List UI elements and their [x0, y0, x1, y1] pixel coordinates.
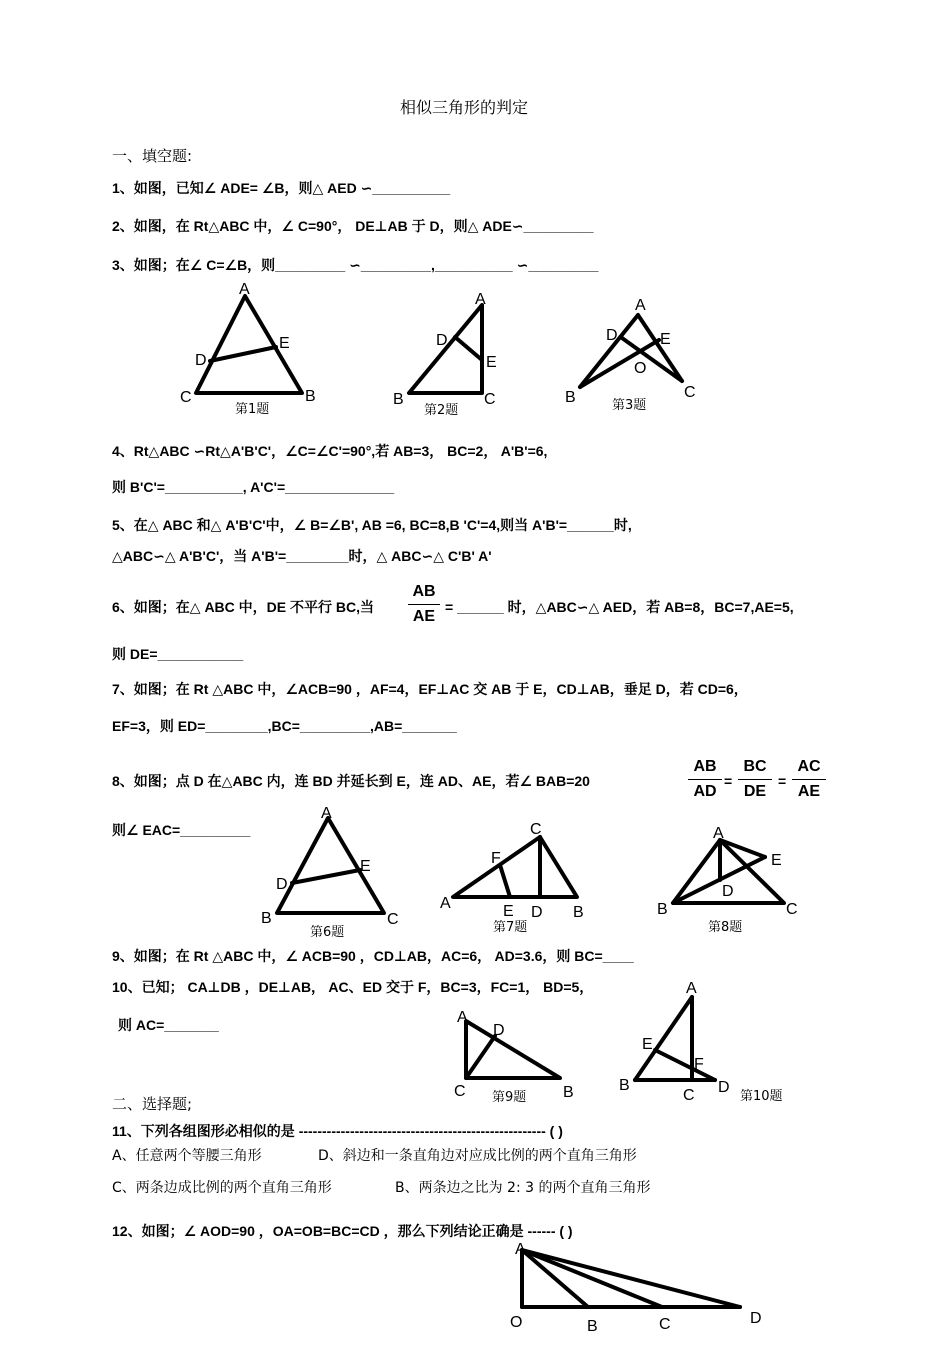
figure-9-triangle [466, 1021, 560, 1078]
fig12-label-a: A [515, 1241, 526, 1258]
figure-7-triangle [453, 837, 577, 897]
question-5-line2: △ABC∽△ A'B'C'，当 A'B'=________时，△ ABC∽△ C'B' A' [112, 548, 492, 564]
question-10-line2: 则 AC=_______ [118, 1017, 219, 1033]
fig9-label-b: B [563, 1084, 574, 1101]
question-1: 1、如图，已知∠ ADE= ∠B，则△ AED ∽__________ [112, 180, 451, 196]
fig1-label-a: A [239, 281, 250, 298]
fig8-label-d: D [722, 883, 734, 900]
figure-3-triangles [580, 315, 682, 387]
fig10-label-a: A [686, 980, 697, 997]
question-12: 12、如图；∠ AOD=90 ，OA=OB=BC=CD ，那么下列结论正确是 ------ ( ) [112, 1223, 573, 1239]
fig3-label-a: A [635, 297, 646, 314]
fig6-label-d: D [276, 876, 288, 893]
q11-option-b: B、两条边之比为 2: 3 的两个直角三角形 [395, 1180, 651, 1196]
fig8-caption: 第8题 [708, 920, 743, 935]
question-9: 9、如图；在 Rt △ABC 中，∠ ACB=90 ，CD⊥AB，AC=6， AD=3.6，则 BC=____ [112, 948, 634, 964]
question-11: 11、下列各组图形必相似的是 ----------------------------------------------------- ( ) [112, 1123, 563, 1139]
fig6-label-e: E [360, 858, 371, 875]
figure-2-triangle [409, 305, 482, 393]
fig7-label-c: C [530, 821, 542, 838]
question-8-line1: 8、如图；点 D 在△ABC 内，连 BD 并延长到 E，连 AD、AE，若∠ BAB=20 [112, 773, 590, 789]
fig3-label-d: D [606, 327, 618, 344]
q6-denominator: AE [412, 608, 436, 625]
question-3: 3、如图；在∠ C=∠B，则_________ ∽_________,__________ ∽_________ [112, 257, 599, 273]
equals-sign: = [724, 773, 733, 789]
fig10-label-d: D [718, 1079, 730, 1096]
fig12-label-o: O [510, 1314, 523, 1331]
fig10-label-e: E [642, 1036, 653, 1053]
fig1-caption: 第1题 [235, 402, 270, 417]
fig2-label-e: E [486, 354, 497, 371]
fig10-label-b: B [619, 1077, 630, 1094]
question-8-line2: 则∠ EAC=_________ [112, 822, 251, 838]
fig1-label-b: B [305, 388, 316, 405]
fig9-label-d: D [493, 1022, 505, 1039]
fig6-label-c: C [387, 911, 399, 928]
fig10-caption: 第10题 [740, 1089, 783, 1104]
fig7-label-e: E [503, 903, 514, 920]
fig9-label-a: A [457, 1009, 468, 1026]
fig7-label-d: D [531, 904, 543, 921]
fig3-label-e: E [660, 331, 671, 348]
fig1-label-e: E [279, 335, 290, 352]
fig7-caption: 第7题 [493, 920, 528, 935]
fig10-label-c: C [683, 1087, 695, 1104]
fig7-label-b: B [573, 904, 584, 921]
fig6-caption: 第6题 [310, 925, 345, 940]
fig8-label-e: E [771, 852, 782, 869]
fig1-label-c: C [180, 389, 192, 406]
fig2-label-b: B [393, 391, 404, 408]
figure-12-triangles [522, 1250, 740, 1307]
fig8-label-b: B [657, 901, 668, 918]
q6-numerator: AB [412, 583, 436, 600]
section-fill-blank: 一、填空题: [112, 147, 193, 165]
fig6-label-a: A [321, 805, 332, 822]
question-6-line2: 则 DE=___________ [112, 646, 244, 662]
fig2-caption: 第2题 [424, 403, 459, 418]
fig9-caption: 第9题 [492, 1090, 527, 1105]
q8-fraction-3-denominator: AE [797, 783, 821, 800]
question-4-line2: 则 B'C'=__________, A'C'=______________ [112, 479, 395, 495]
section-multiple-choice: 二、选择题; [112, 1095, 193, 1113]
q8-fraction-1-denominator: AD [693, 783, 717, 800]
fig10-label-f: F [694, 1056, 704, 1073]
fig8-label-c: C [786, 901, 798, 918]
fig9-label-c: C [454, 1083, 466, 1100]
question-4-line1: 4、Rt△ABC ∽Rt△A'B'C'，∠C=∠C'=90°,若 AB=3， BC=2， A'B'=6, [112, 443, 548, 459]
q11-option-a: A、任意两个等腰三角形 [112, 1148, 262, 1164]
question-7-line2: EF=3，则 ED=________,BC=_________,AB=_______ [112, 718, 457, 734]
fig7-label-f: F [491, 850, 501, 867]
fig1-label-d: D [195, 352, 207, 369]
fig3-caption: 第3题 [612, 398, 647, 413]
fig3-label-c: C [684, 384, 696, 401]
fig2-label-a: A [475, 291, 486, 308]
question-6-line1-end: = ______ 时，△ABC∽△ AED，若 AB=8，BC=7,AE=5, [445, 599, 794, 615]
fig12-label-d: D [750, 1310, 762, 1327]
q8-fraction-2-denominator: DE [743, 783, 767, 800]
q11-option-c: C、两条边成比例的两个直角三角形 [112, 1180, 332, 1196]
question-7-line1: 7、如图；在 Rt △ABC 中，∠ACB=90 ，AF=4，EF⊥AC 交 AB 于 E，CD⊥AB，垂足 D，若 CD=6， [112, 681, 748, 697]
q11-option-d: D、斜边和一条直角边对应成比例的两个直角三角形 [318, 1148, 637, 1164]
fig12-label-b: B [587, 1318, 598, 1335]
question-5-line1: 5、在△ ABC 和△ A'B'C'中，∠ B=∠B', AB =6, BC=8,B 'C'=4,则当 A'B'=______时, [112, 517, 632, 533]
question-10-line1: 10、已知； CA⊥DB ，DE⊥AB， AC、ED 交于 F，BC=3，FC=1， BD=5， [112, 979, 594, 995]
fig3-label-b: B [565, 389, 576, 406]
fig2-label-d: D [436, 332, 448, 349]
q8-fraction-3-numerator: AC [797, 758, 821, 775]
equals-sign: = [778, 773, 787, 789]
page-title: 相似三角形的判定 [400, 98, 529, 117]
fig2-label-c: C [484, 391, 496, 408]
fig6-label-b: B [261, 910, 272, 927]
question-2: 2、如图，在 Rt△ABC 中，∠ C=90°， DE⊥AB 于 D，则△ ADE∽_________ [112, 218, 594, 234]
q8-fraction-2-numerator: BC [743, 758, 767, 775]
fig12-label-c: C [659, 1316, 671, 1333]
question-6-line1-start: 6、如图；在△ ABC 中，DE 不平行 BC,当 [112, 599, 375, 615]
fig3-label-o: O [634, 360, 647, 377]
fig7-label-a: A [440, 895, 451, 912]
fig8-label-a: A [713, 825, 724, 842]
q8-fraction-1-numerator: AB [693, 758, 717, 775]
